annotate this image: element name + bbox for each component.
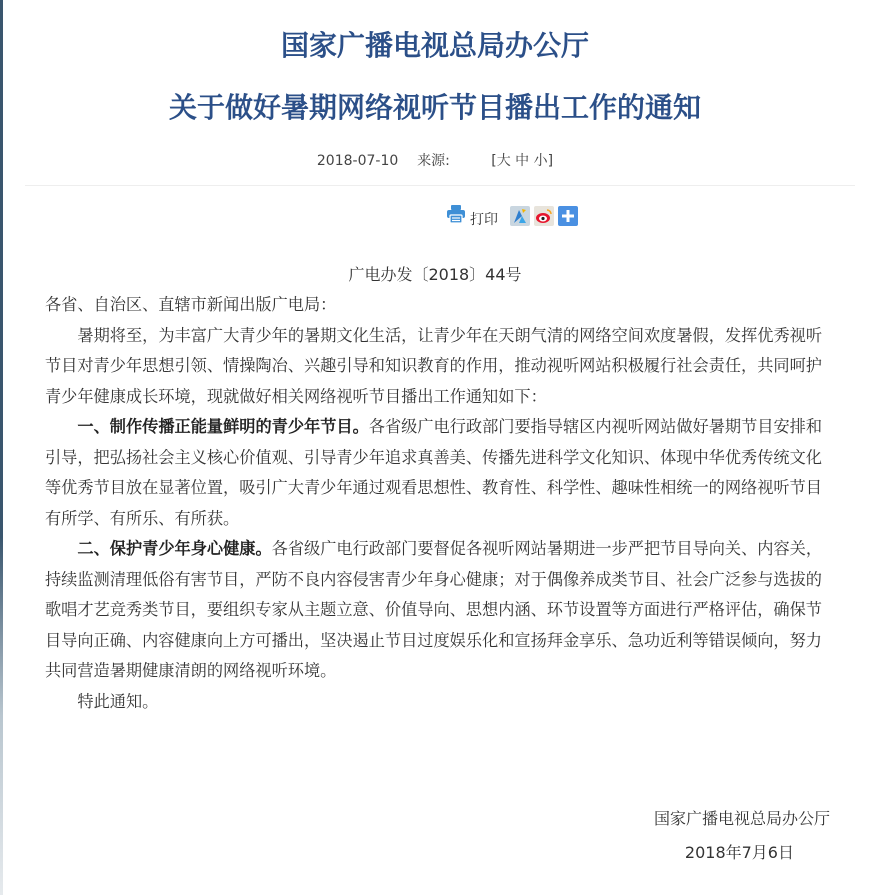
font-size-switch [491,150,553,170]
section-1-heading: 一、制作传播正能量鲜明的青少年节目。 [77,417,369,436]
intro-paragraph: 暑期将至，为丰富广大青少年的暑期文化生活，让青少年在天朗气清的网络空间欢度暑假，发挥优秀视听节目对青少年思想引领、情操陶冶、兴趣引导和知识教育的作用，推动视听网站积极履行社会责任，共同呵护青少年健康成长环境，现就做好相关网络视听节目播出工作通知如下： [45,325,823,406]
section-1-paragraph [45,412,835,534]
print-label: 打印 [470,212,498,228]
page-title: 关于做好暑期网络视听节目播出工作的通知 [168,91,701,124]
section-2-heading: 二、保护青少年身心健康。 [77,539,272,558]
bracket-close: ] [547,153,554,169]
more-share-plus-icon[interactable] [558,206,578,226]
publish-date: 2018-07-10 [316,153,399,169]
printer-icon [446,204,466,228]
document-number: 广电办发〔2018〕44号 [348,265,522,284]
section-2-text: 各省级广电行政部门要督促各视听网站暑期进一步严把节目导向关、内容关，持续监测清理低俗有害节目，严防不良内容侵害青少年身心健康；对于偶像养成类节目、社会广泛参与选拔的歌唱才艺竞秀类节目，要组织专家从主题立意、价值导向、思想内涵、环节设置等方面进行严格评估，确保节目导向正确、内容健康向上方可播出，坚决遏止节目过度娱乐化和宣扬拜金享乐、急功近利等错误倾向，努力共同营造暑期健康清朗的网络视听环境。 [45,539,823,680]
window-left-edge [0,0,3,895]
closing-line: 特此通知。 [77,691,159,711]
share-toolbar [446,203,578,229]
font-size-small-link[interactable]: 小 [533,153,548,169]
weibo-share-icon[interactable] [534,206,554,226]
source-label: 来源: [417,153,450,169]
section-1-text: 各省级广电行政部门要指导辖区内视听网站做好暑期节目安排和引导，把弘扬社会主义核心价值观、引导青少年追求真善美、传播先进科学文化知识、体现中华优秀传统文化等优秀节目放在显著位置，吸引广大青少年通过观看思想性、教育性、科学性、趣味性相统一的网络视听节目有所学、有所乐、有所获。 [45,417,823,528]
signature-date: 2018年7月6日 [684,843,794,862]
signature-block [654,802,830,870]
section-2-paragraph [45,534,835,687]
print-button[interactable] [446,203,506,229]
issuer-title: 国家广播电视总局办公厅 [280,29,589,62]
article-meta [0,150,870,170]
header-divider [25,185,855,186]
qzone-share-icon[interactable] [510,206,530,226]
document-body [45,290,835,717]
font-size-large-link[interactable]: 大 [496,153,511,169]
bracket-open: [ [491,153,497,169]
font-size-medium-link[interactable]: 中 [515,153,530,169]
salutation: 各省、自治区、直辖市新闻出版广电局： [45,295,337,314]
signature-issuer: 国家广播电视总局办公厅 [653,809,830,828]
